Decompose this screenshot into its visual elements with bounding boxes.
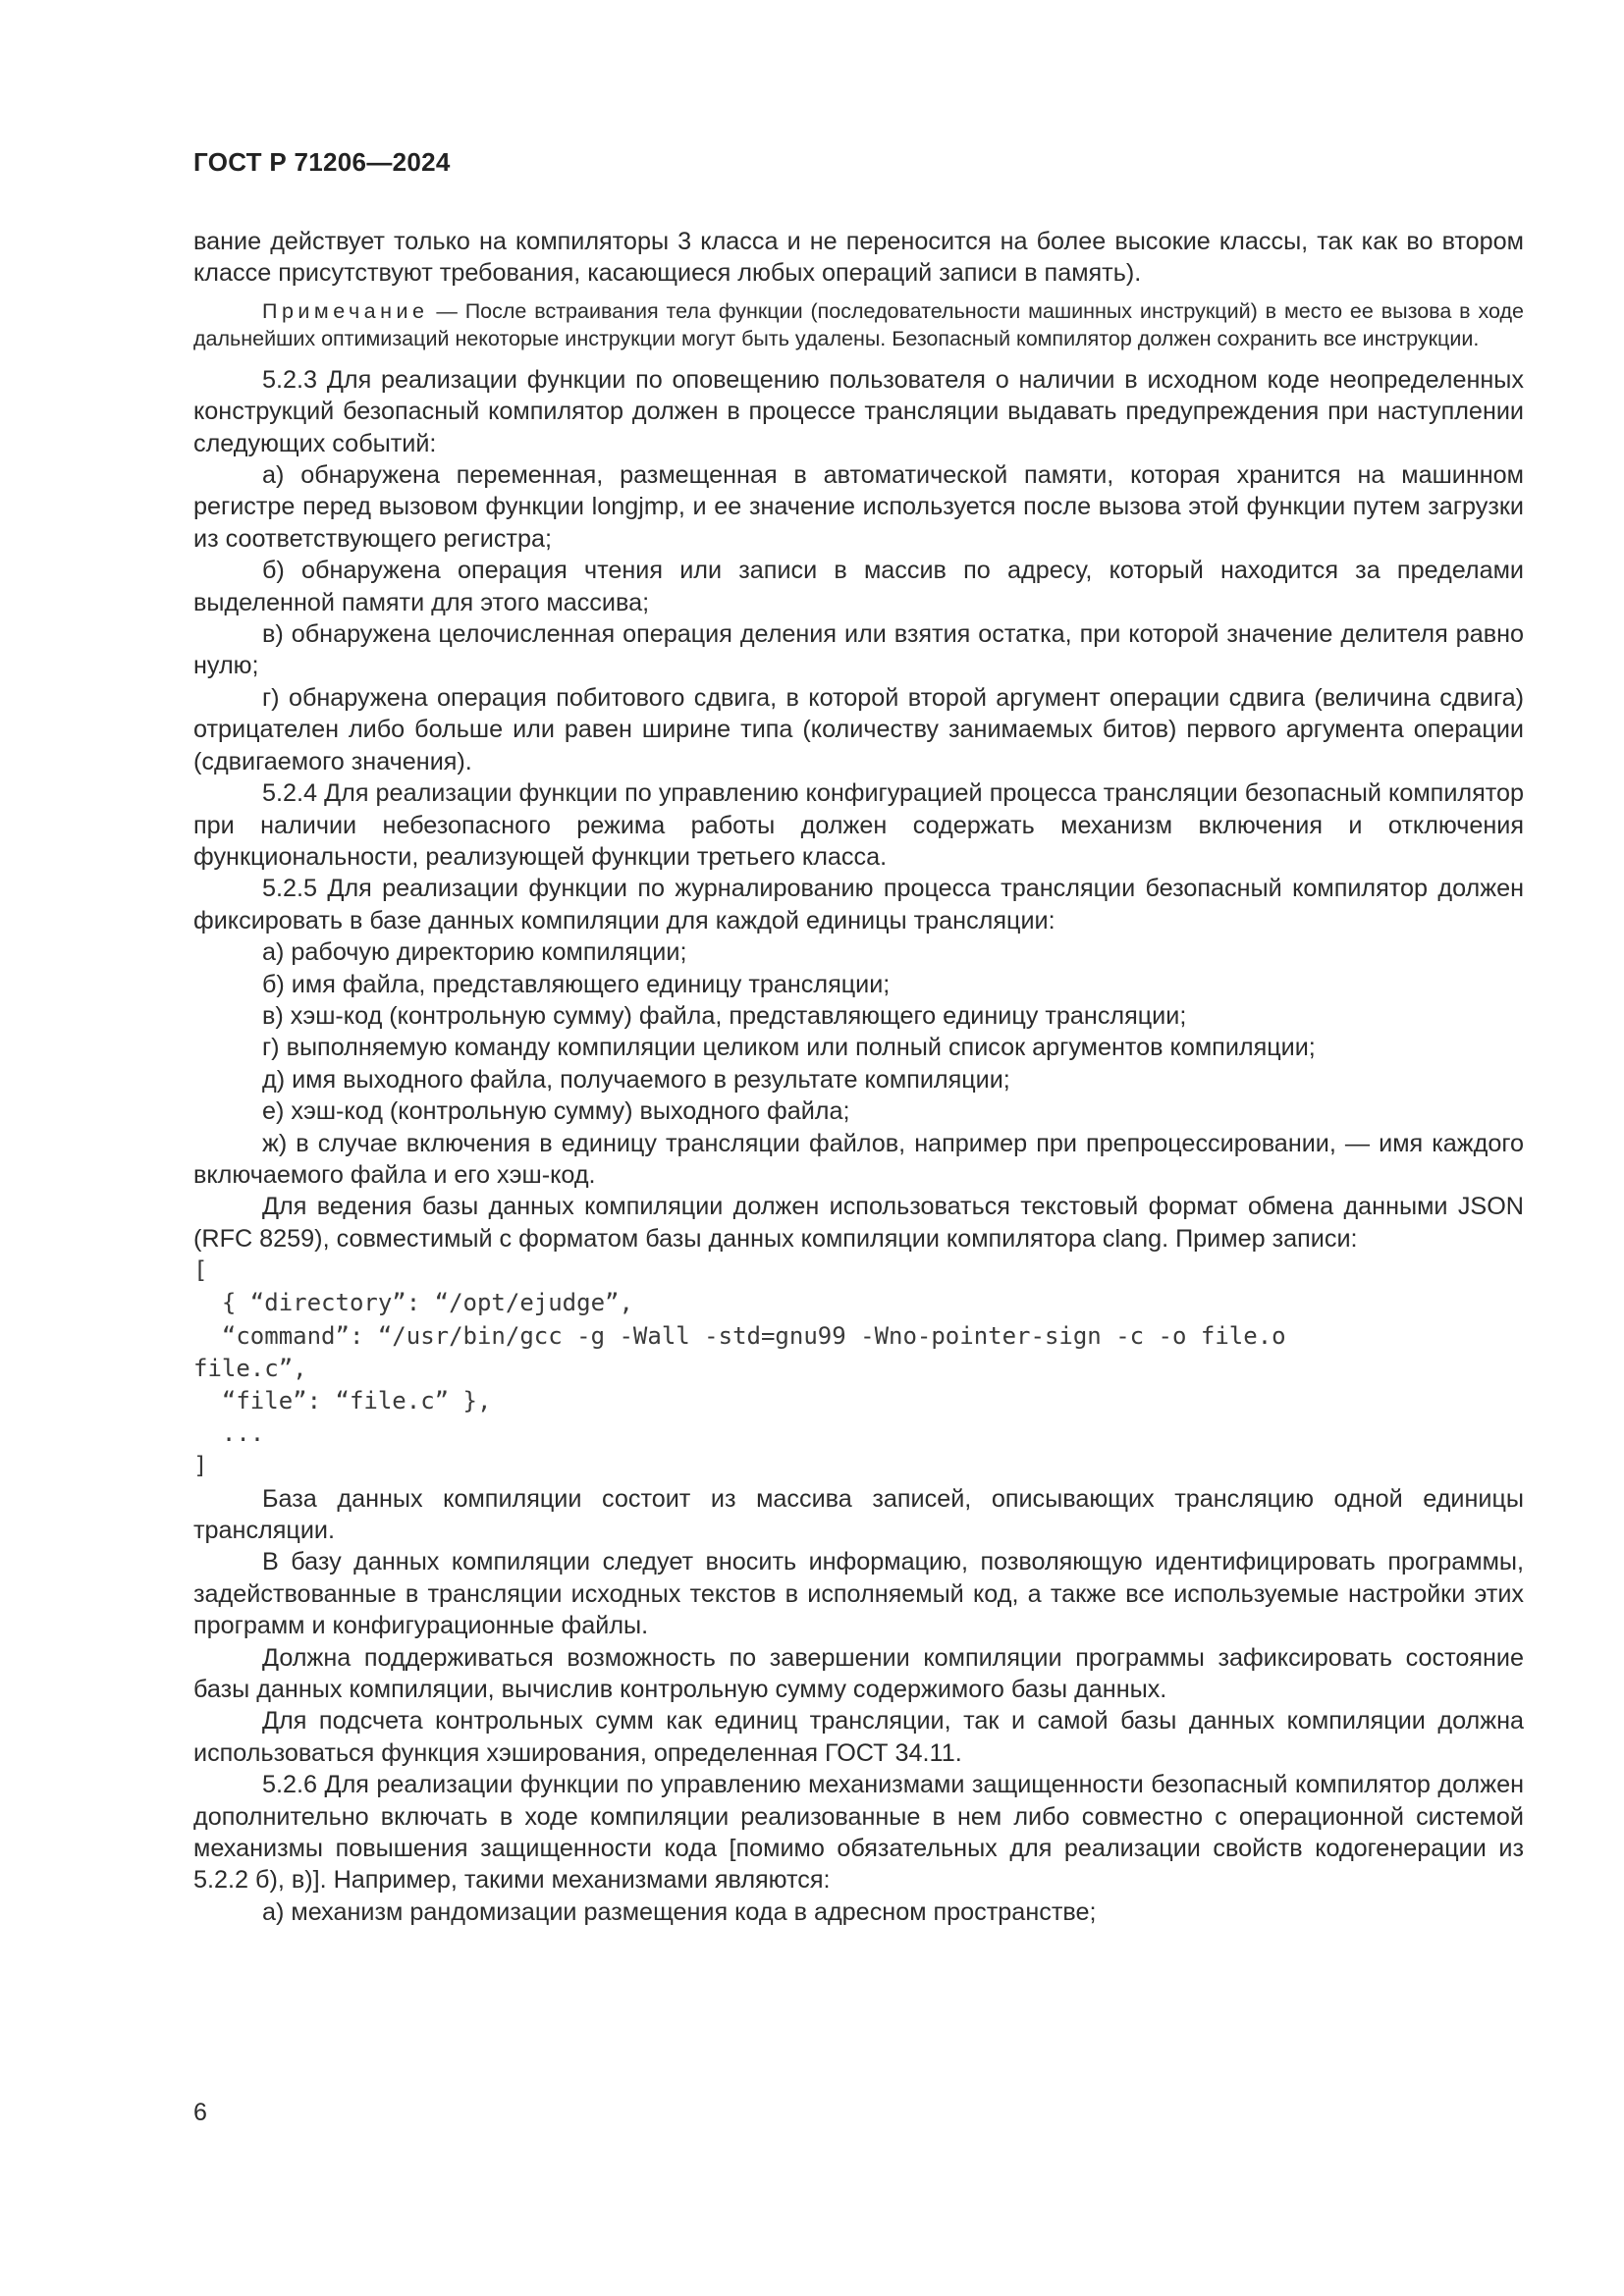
db-hash-paragraph: Для подсчета контрольных сумм как единиц трансляции, так и самой базы данных компиляции должна использоваться функция хэширования, определенная ГОСТ 34.11. — [193, 1707, 1524, 1767]
section-5-2-5: 5.2.5 Для реализации функции по журналированию процесса трансляции безопасный компилятор должен фиксировать в базе данных компиляции для каждой единицы трансляции: — [193, 875, 1524, 934]
code-line: ... — [193, 1419, 265, 1448]
code-line: ] — [193, 1452, 208, 1480]
list-item: б) обнаружена операция чтения или записи в массив по адресу, который находится за пределами выделенной памяти для этого массива; — [193, 557, 1524, 616]
document-body — [193, 226, 1524, 1928]
section-5-2-4: 5.2.4 Для реализации функции по управлению конфигурацией процесса трансляции безопасный компилятор при наличии небезопасного режима работы должен содержать механизм включения и отключения функциональности, реализующей функции третьего класса. — [193, 779, 1524, 871]
list-item: а) рабочую директорию компиляции; — [262, 938, 687, 967]
list-item: в) хэш-код (контрольную сумму) файла, представляющего единицу трансляции; — [262, 1001, 1187, 1030]
code-line: [ — [193, 1256, 208, 1285]
code-line: “command”: “/usr/bin/gcc -g -Wall -std=gnu99 -Wno-pointer-sign -c -o file.o — [193, 1321, 1286, 1350]
section-5-2-3: 5.2.3 Для реализации функции по оповещению пользователя о наличии в исходном коде неопределенных конструкций безопасный компилятор должен в процессе трансляции выдавать предупреждения при наступлении следующих событий: — [193, 365, 1524, 457]
json-intro-paragraph: Для ведения базы данных компиляции должен использоваться текстовый формат обмена данными JSON (RFC 8259), совместимый с форматом базы данных компиляции компилятора clang. Пример записи: — [193, 1193, 1524, 1253]
page-number: 6 — [193, 2099, 207, 2126]
document-header: ГОСТ Р 71206—2024 — [193, 147, 451, 177]
list-item: ж) в случае включения в единицу трансляции файлов, например при препроцессировании, — имя каждого включаемого файла и его хэш-код. — [193, 1129, 1524, 1189]
list-item: г) обнаружена операция побитового сдвига, в которой второй аргумент операции сдвига (величина сдвига) отрицателен либо больше или равен ширине типа (количеству занимаемых битов) первого аргумента операции (сдвигаемого значения). — [193, 683, 1524, 775]
db-fix-paragraph: Должна поддерживаться возможность по завершении компиляции программы зафиксировать состояние базы данных компиляции, вычислив контрольную сумму содержимого базы данных. — [193, 1643, 1524, 1704]
list-item: а) механизм рандомизации размещения кода в адресном пространстве; — [262, 1897, 1097, 1926]
list-item: б) имя файла, представляющего единицу трансляции; — [262, 970, 891, 998]
note-text: — После встраивания тела функции (последовательности машинных инструкций) в место ее вызова в ходе дальнейших оптимизаций некоторые инструкции могут быть удалены. Безопасный компилятор должен сохранить все инструкции. — [193, 298, 1524, 350]
db-info-paragraph: В базу данных компиляции следует вносить информацию, позволяющую идентифицировать программы, задействованные в трансляции исходных текстов в исполняемый код, а также все используемые настройки этих программ и конфигурационные файлы. — [193, 1548, 1524, 1640]
note-label: Примечание — [262, 298, 429, 323]
list-item: а) обнаружена переменная, размещенная в автоматической памяти, которая хранится на машинном регистре перед вызовом функции longjmp, и ее значение используется после вызова этой функции путем загрузки из соответствующего регистра; — [193, 461, 1524, 553]
code-line: “file”: “file.c” }, — [193, 1387, 492, 1415]
list-item: д) имя выходного файла, получаемого в результате компиляции; — [262, 1065, 1010, 1094]
note — [193, 297, 1524, 352]
list-item: в) обнаружена целочисленная операция деления или взятия остатка, при которой значение делителя равно нулю; — [193, 620, 1524, 680]
list-item: е) хэш-код (контрольную сумму) выходного файла; — [262, 1097, 850, 1126]
db-array-paragraph: База данных компиляции состоит из массива записей, описывающих трансляцию одной единицы трансляции. — [193, 1484, 1524, 1545]
list-item: г) выполняемую команду компиляции целиком или полный список аргументов компиляции; — [262, 1034, 1316, 1062]
code-line: file.c”, — [193, 1354, 307, 1382]
section-5-2-6: 5.2.6 Для реализации функции по управлению механизмами защищенности безопасный компилятор должен дополнительно включать в ходе компиляции реализованные в нем либо совместно с операционной системой механизмы повышения защищенности кода [помимо обязательных для реализации свойств кодогенерации из 5.2.2 б), в)]. Например, такими механизмами являются: — [193, 1771, 1524, 1895]
code-example — [193, 1255, 1524, 1482]
paragraph-continuation: вание действует только на компиляторы 3 класса и не переносится на более высокие классы, так как во втором классе присутствуют требования, касающиеся любых операций записи в память). — [193, 228, 1524, 288]
code-line: { “directory”: “/opt/ejudge”, — [193, 1289, 633, 1317]
